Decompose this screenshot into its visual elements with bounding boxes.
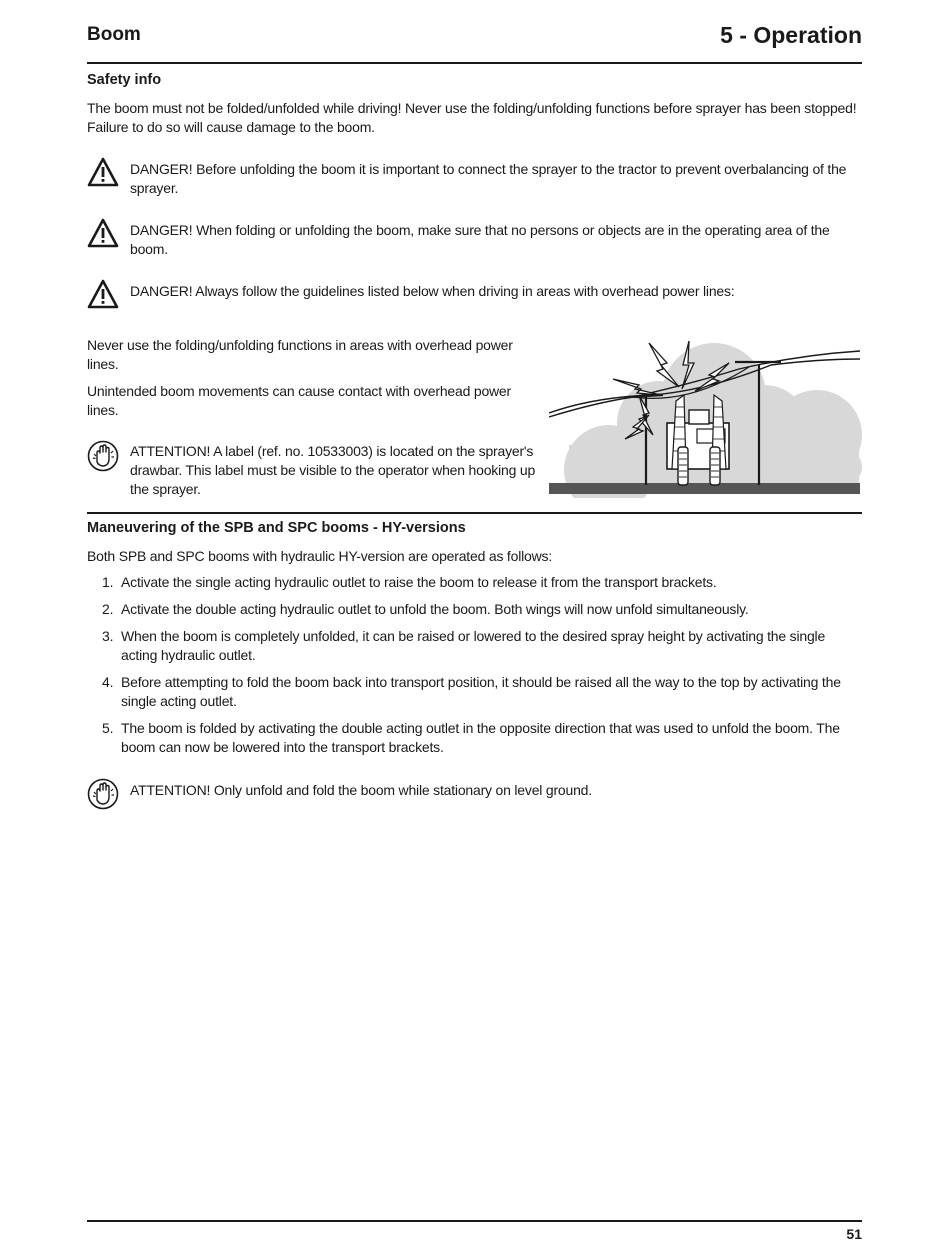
danger-note-3: DANGER! Always follow the guidelines listed below when driving in areas with overhead power lines: bbox=[130, 283, 735, 299]
footer-rule bbox=[87, 1220, 862, 1222]
attention-hand-icon bbox=[87, 778, 119, 810]
safety-intro: The boom must not be folded/unfolded while driving! Never use the folding/unfolding functions before sprayer has been stopped! Failure to do so will cause damage to the boom. bbox=[87, 100, 857, 135]
safety-heading: Safety info bbox=[87, 72, 162, 88]
attention-hand-icon bbox=[87, 440, 119, 472]
section-title: Boom bbox=[87, 24, 141, 45]
chapter-title: 5 - Operation bbox=[720, 22, 862, 48]
manual-page bbox=[87, 0, 862, 1248]
header-rule bbox=[87, 62, 862, 64]
page-number: 51 bbox=[846, 1226, 862, 1242]
powerline-illustration bbox=[549, 335, 862, 498]
danger-warning-icon bbox=[87, 156, 119, 188]
step-item: 4. Before attempting to fold the boom back into transport position, it should be raised all the way to the top by activating the single acting outlet. bbox=[102, 674, 841, 709]
operation-steps-list bbox=[87, 573, 862, 765]
step-item: 5. The boom is folded by activating the double acting outlet in the opposite direction that was used to unfold the boom. The boom can now be lowered into the transport brackets. bbox=[102, 720, 840, 755]
danger-note-1: DANGER! Before unfolding the boom it is important to connect the sprayer to the tractor to prevent overbalancing of the sprayer. bbox=[130, 161, 847, 196]
danger-warning-icon bbox=[87, 217, 119, 249]
step-item: 2. Activate the double acting hydraulic outlet to unfold the boom. Both wings will now unfold simultaneously. bbox=[102, 601, 749, 617]
maneuvering-heading: Maneuvering of the SPB and SPC booms - HY-versions bbox=[87, 520, 466, 536]
section-rule bbox=[87, 512, 862, 514]
powerline-text-1: Never use the folding/unfolding functions in areas with overhead power lines. bbox=[87, 337, 513, 372]
attention-label-note: ATTENTION! A label (ref. no. 10533003) is located on the sprayer's drawbar. This label must be visible to the operator when hooking up the sprayer. bbox=[130, 443, 536, 497]
maneuvering-intro: Both SPB and SPC booms with hydraulic HY-version are operated as follows: bbox=[87, 548, 553, 564]
danger-warning-icon bbox=[87, 278, 119, 310]
powerline-text-2: Unintended boom movements can cause contact with overhead power lines. bbox=[87, 383, 511, 418]
danger-note-2: DANGER! When folding or unfolding the boom, make sure that no persons or objects are in the operating area of the boom. bbox=[130, 222, 830, 257]
step-item: 3. When the boom is completely unfolded, it can be raised or lowered to the desired spray height by activating the single acting hydraulic outlet. bbox=[102, 628, 826, 663]
attention-final-note: ATTENTION! Only unfold and fold the boom while stationary on level ground. bbox=[130, 782, 592, 798]
step-item: 1. Activate the single acting hydraulic outlet to raise the boom to release it from the transport brackets. bbox=[102, 574, 717, 590]
